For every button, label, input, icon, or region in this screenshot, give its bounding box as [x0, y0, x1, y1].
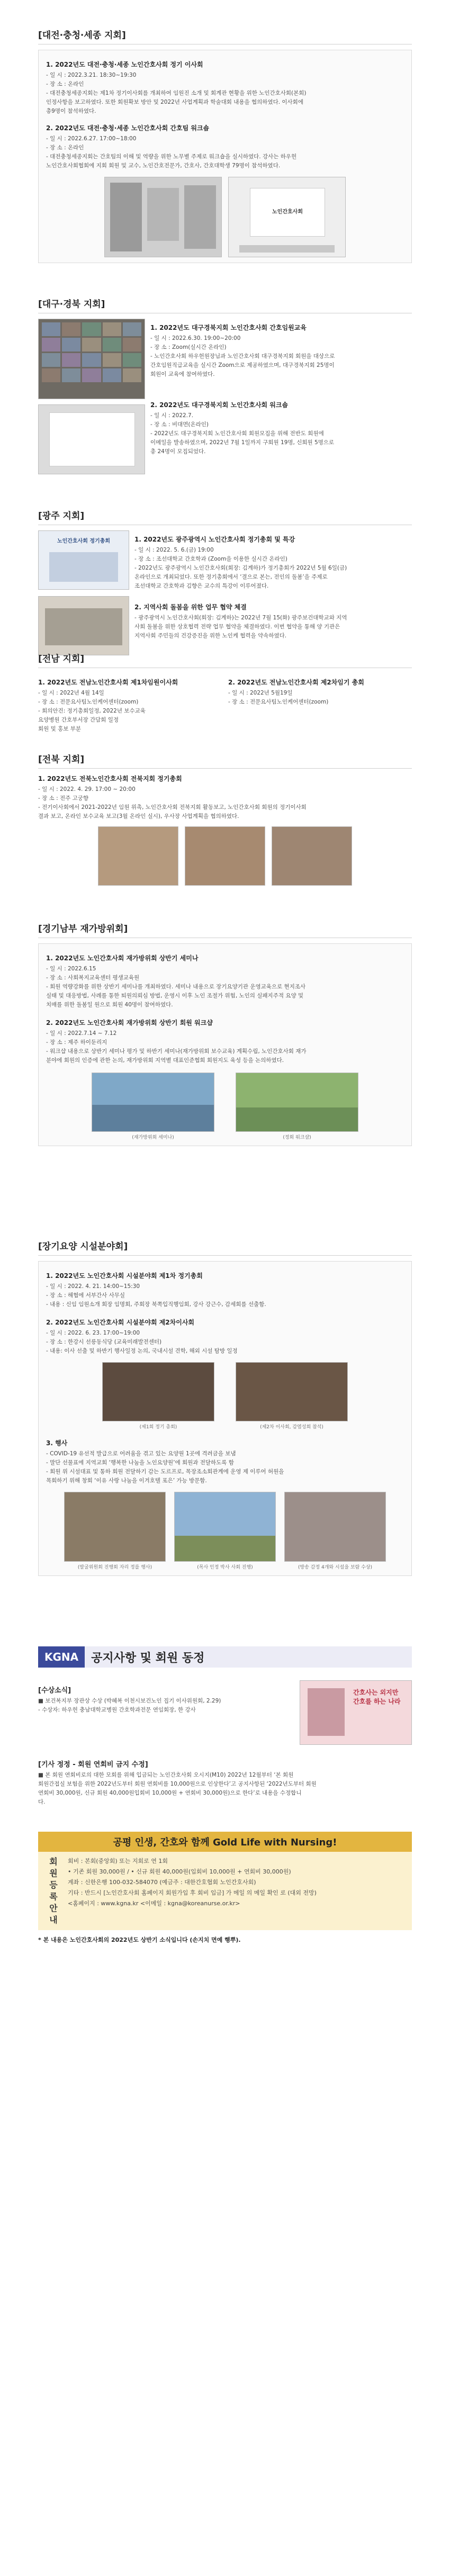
gwangju-item1-title: 1. 2022년도 광주광역시 노인간호사회 정기총회 및 특강	[134, 536, 295, 543]
gyeonggi-item2-title: 2. 2022년도 노인간호사회 재가방위회 상반기 회원 워크샵	[46, 1019, 213, 1026]
facility-item2-line: - 내용: 이사 선출 및 하반기 행사일정 논의, 국내시설 견학, 해외 시설 탐방 일정	[46, 1348, 238, 1354]
daejeon-photo-slides	[104, 177, 222, 257]
gwangju-item2-line: 지역사회 주민들의 건강증진을 위한 노인케 협력을 약속하였다.	[134, 633, 287, 639]
daejeon-title: [대전·충청·세종 지회]	[38, 28, 412, 44]
gwangju-item1-line: - 2022년도 광주광역시 노인간호사회(회장: 김계하)가 정기총회가 2022년 5월 6일(금)	[134, 565, 347, 571]
daejeon-item2-line: - 일 시 : 2022.6.27. 17:00~18:00	[46, 136, 137, 142]
jeonnam-right-line: - 장 소 : 전문요사팀노인케어센터(zoom)	[228, 699, 329, 705]
dues-line: 연회비 30,000원, 신규 회원 40,000원입회비 10,000원 + 연회비 30,000원)으로 한다’로 내용을 수정합니	[38, 1790, 302, 1796]
gyeonggi-item1-line: - 장 소 : 사회복지교육센터 평생교육원	[46, 975, 140, 981]
jeonnam-left-title: 1. 2022년도 전남노인간호사회 제1차임원이사회	[38, 679, 178, 686]
gwangju-poster-title: 노인간호사회 정기총회	[57, 538, 111, 544]
facility-cap4: (목사 인정 박사 사회 진행)	[197, 1565, 253, 1570]
facility-title: [장기요양 시설분야회]	[38, 1239, 412, 1256]
membership-line: 기타 : 반드시 [노인간호사회 홈페이지 회원가입 후 회비 입금] 가 메일 의 메일 확인 로 (대외 전망)	[68, 1889, 317, 1896]
facility-item3-line: 목회하기 위해 창회 ‘이유 사랑 나눔을 이겨호텔 포은’ 가능 방문함.	[46, 1478, 207, 1484]
dues-line: 회원간접실 보험을 위한 2022년도부터 회원 연회비를 10,000원으로 인상한다’고 공지사항된 ‘2022년도부터 회원	[38, 1781, 317, 1787]
daegu-item2-line: 총 24명이 모집되었다.	[150, 448, 206, 455]
facility-photo-1	[102, 1362, 214, 1421]
membership-label: 회원 등록 안내	[49, 1857, 58, 1925]
gwangju-photo-mou	[38, 596, 129, 655]
facility-item1-line: - 장 소 : 해협에 서부간사 사무실	[46, 1292, 125, 1299]
daegu-item2-title: 2. 2022년도 대구경북지회 노인간호사회 워크숍	[150, 401, 289, 409]
daegu-item2-line: 이메일을 발송하였으며, 2022년 7월 1일까지 구회원 19명, 신회원 5명으로	[150, 439, 335, 446]
daegu-item2-line: - 장 소 : 비대면(온라인)	[150, 421, 209, 428]
facility-cap3: (발굴위원회 진행회 자리 정를 행사)	[77, 1565, 152, 1570]
facility-item1-line: - 일 시 : 2022. 4. 21. 14:00~15:30	[46, 1283, 140, 1290]
membership-info	[38, 1852, 412, 1930]
gwangju-item2-title: 2. 지역사회 돌봄을 위한 업무 협약 체결	[134, 604, 247, 611]
facility-item3-line: - 회원 위 시설대표 및 통하 회원 전달하기 감는 도르프로, 목장조소회관계에 운영 제 이루어 허원을	[46, 1469, 284, 1475]
facility-photo-5	[284, 1492, 386, 1562]
daegu-section	[0, 296, 450, 474]
membership-section	[0, 1832, 450, 1944]
jeonbuk-title: [전북 지회]	[38, 752, 412, 769]
jeonnam-right-line: - 일 시 : 2022년 5월19일	[228, 690, 293, 696]
gwangju-section	[0, 508, 450, 655]
facility-cap2: (제2차 이사회, 감염성회 참석)	[260, 1425, 323, 1430]
membership-line: 회비 : 본회(중앙회) 또는 지회로 연 1회	[68, 1858, 168, 1865]
gwangju-item1-line: - 장 소 : 조선대학교 간호학과 (Zoom을 이용한 실시간 온라인)	[134, 556, 287, 562]
jeonbuk-item1-line: - 일 시 : 2022. 4. 29. 17:00 ~ 20:00	[38, 786, 136, 792]
facility-item2-title: 2. 2022년도 노인간호사회 시설분야회 제2차이사회	[46, 1319, 195, 1326]
gyeonggi-title: [경기남부 재가방위회]	[38, 921, 412, 938]
dues-line: 다.	[38, 1799, 46, 1805]
daejeon-item1-line: - 일 시 : 2022.3.21. 18:30~19:30	[46, 72, 137, 78]
facility-photo-2	[236, 1362, 348, 1421]
gyeonggi-cap2: (정회 워크샵)	[283, 1135, 311, 1140]
daejeon-item2-line: - 대전충청세종지회는 간호팀의 이해 및 역량을 위한 노무별 주제로 워크숍을 실시하였다. 강사는 하우헌	[46, 154, 297, 160]
jeonbuk-item1-title: 1. 2022년도 전북노인간호사회 전북지회 정기총회	[38, 775, 182, 782]
facility-item3-title: 3. 행사	[46, 1439, 68, 1447]
jeonbuk-photo-3	[272, 826, 352, 886]
jeonnam-section	[0, 651, 450, 734]
daegu-item1-line: 회원이 교육에 참여하였다.	[150, 371, 215, 377]
daegu-zoom-slide	[38, 404, 145, 474]
jeonbuk-item1-line: - 전기이사회에서 2021-2022년 임원 위촉, 노인간호사회 전북지회 활동보고, 노인간호사회 회원의 정기이사회	[38, 804, 307, 810]
facility-item1-line: - 내용 : 신임 임원소개 회장 임명회, 주회장 북쪽입직행임회, 강사 강근수, 감세회를 선출함.	[46, 1301, 266, 1308]
gyeonggi-item1-title: 1. 2022년도 노인간호사회 재가방위회 상반기 세미나	[46, 954, 199, 962]
jeonnam-left-line: - 장 소 : 전문요사팀노인케어센터(zoom)	[38, 699, 139, 705]
gwangju-item2-line: 사회 돌봄을 위한 상호협력 전략 업무 협약을 체결하였다. 이번 협약을 통해 양 기관은	[134, 624, 340, 630]
facility-item1-title: 1. 2022년도 노인간호사회 시설분야회 제1차 정기총회	[46, 1272, 203, 1280]
facility-photo-4	[174, 1492, 276, 1562]
gwangju-title: [광주 지회]	[38, 508, 412, 525]
book-cover	[300, 1680, 412, 1745]
daejeon-item1-line: 총9명이 참석하였다.	[46, 108, 96, 114]
facility-section	[0, 1239, 450, 1576]
gyeonggi-cap1: (재가방위회 세미나)	[132, 1135, 174, 1140]
gyeonggi-item1-line: - 일 시 : 2022.6.15	[46, 966, 96, 972]
facility-photo-3	[64, 1492, 166, 1562]
gyeonggi-photo-workshop	[236, 1073, 358, 1132]
facility-item2-line: - 일 시 : 2022. 6. 23. 17:00~19:00	[46, 1330, 140, 1336]
award-line: ■ 보건복지부 장관상 수상 (박혜복 이천시보건노인 집기 이사위원회, 2.29)	[38, 1698, 221, 1704]
daejeon-item1-line: - 장 소 : 온라인	[46, 81, 84, 87]
gyeonggi-item1-line: 실태 및 대응방법, 사례를 통한 퇴원의뢰심 방법, 운영시 이후 노인 조절가 위험, 노인의 실패지주적 요양 및	[46, 993, 304, 999]
dues-title: [기사 정정 - 회원 연회비 금지 수정]	[38, 1761, 148, 1769]
daejeon-item1-line: - 대전충청세종지회는 제1차 정기이사회를 개최하여 임원진 소개 및 회계관 현황을 위한 노인간호사회(본회)	[46, 90, 307, 96]
gyeonggi-item1-line: - 회원 역량강화를 위한 상반기 세미나를 개최하였다. 세미나 내용으로 장기요양기관 운영교육으로 현지조사	[46, 984, 306, 990]
daegu-item1-title: 1. 2022년도 대구경북지회 노인간호사회 간호임원교육	[150, 324, 307, 331]
facility-box	[38, 1261, 412, 1576]
facility-cap5: (방송 감정 4개와 시설을 보람 수상)	[298, 1565, 373, 1570]
jeonnam-left-line: 회원 및 홍보 부분	[38, 726, 82, 732]
gwangju-item1-line: 조선대학교 간호학과 김향은 교수의 특강이 이루어졌다.	[134, 583, 269, 589]
kgna-section	[0, 1646, 450, 1807]
gyeonggi-item2-line: - 일 시 : 2022.7.14 ~ 7.12	[46, 1030, 117, 1037]
membership-line: • 기존 회원 30,000원 / • 신규 회원 40,000원(입회비 10,000원 + 연회비 30,000원)	[68, 1868, 291, 1875]
gyeonggi-item2-line: 분야에 회원의 인증에 관한 논의, 재가방위회 지역별 대표인준협회 회원지도 육성 등을 논의하였다.	[46, 1057, 284, 1064]
daejeon-item1-title: 1. 2022년도 대전·충청·세종 노인간호사회 정기 이사회	[46, 61, 203, 68]
kgna-banner	[38, 1646, 412, 1668]
facility-item3-line: - COVID-19 유선적 발급으로 어려움을 겪고 있는 요양원 1곳에 격려금을 보냄	[46, 1451, 236, 1457]
jeonbuk-photo-1	[98, 826, 178, 886]
jeonnam-left-line: - 일 시 : 2022년 4월 14일	[38, 690, 104, 696]
daegu-item2-line: - 2022년도 대구경북지회 노인간호사회 회원모집을 위해 전반도 회원에	[150, 430, 324, 437]
daejeon-item1-line: 인정사항을 보고하였다. 또한 회원확보 방안 및 2022년 사업계획과 학술대회 내용을 협의하였다. 이사회에	[46, 99, 303, 105]
daejeon-box	[38, 50, 412, 263]
jeonnam-right-title: 2. 2022년도 전남노인간호사회 제2차임기 총회	[228, 679, 364, 686]
gyeonggi-item2-line: - 장 소 : 제주 하이둔리지	[46, 1039, 107, 1046]
daejeon-section	[0, 28, 450, 263]
gyeonggi-section	[0, 921, 450, 1146]
gwangju-item1-line: - 일 시 : 2022. 5. 6.(금) 19:00	[134, 547, 214, 553]
gwangju-item1-line: 온라인으로 개최되었다. 또한 정기총회에서 ‘결으로 본는, 전인의 돌봄’을 주제로	[134, 574, 328, 580]
facility-item2-line: - 장 소 : 한강시 선릉동식당 (교육미래발전센터)	[46, 1339, 162, 1345]
daegu-item1-line: 간호임원직급교육을 실시간 Zoom으로 제공하였으며, 대구경북지회 25명이	[150, 362, 335, 368]
membership-line: <홈페이지 : www.kgna.kr <이메일 : kgna@koreanurse.or.kr>	[68, 1900, 240, 1907]
gyeonggi-box	[38, 943, 412, 1146]
footer-note: * 본 내용은 노인간호사회의 2022년도 상반기 소식입니다 (손지치 면예 행뿌).	[38, 1936, 241, 1943]
jeonbuk-item1-line: 결과 보고, 온라인 보수교육 보고(3월 온라인 실시), 우사장 사업계획을 협의하였다.	[38, 813, 239, 819]
jeonnam-left-line: - 회의안건: 정기총회일정, 2022년 보수교육	[38, 708, 146, 714]
daegu-item1-line: - 일 시 : 2022.6.30. 19:00~20:00	[150, 335, 241, 341]
daegu-item1-line: - 노인간호사회 하우헌원장님과 노인간호사회 대구경북지회 회원을 대상으로	[150, 353, 335, 359]
daejeon-slide-title: 노인간호사회	[272, 209, 303, 215]
kgna-title: 공지사항 및 회원 동정	[91, 1651, 205, 1665]
facility-cap1: (제1회 정기 총회)	[139, 1425, 177, 1430]
daejeon-item2-title: 2. 2022년도 대전·충청·세종 노인간호사회 간호팀 워크숍	[46, 124, 210, 132]
facility-item3-line: - 말단 선물표에 지역교회 ‘행복한 나눔을 노인요양원’에 회원과 전달하도록 함	[46, 1460, 234, 1466]
daejeon-item2-line: - 장 소 : 온라인	[46, 145, 84, 151]
jeonbuk-item1-line: - 장 소 : 전주 고궁향	[38, 795, 89, 801]
gyeonggi-item1-line: 치매를 위한 돌봄일 원으로 회원 40명이 참여하였다.	[46, 1002, 173, 1008]
gyeonggi-photo-seminar	[92, 1073, 214, 1132]
book-title: 간호사는 외지만 간호를 하는 나라	[353, 1689, 401, 1705]
membership-line: 계좌 : 신한은행 100-032-584070 (예금주 : 대한간호협회 노인간호사회)	[68, 1879, 256, 1886]
award-line: - 수상자: 하우헌 충남대학교병원 간호학과전문 연임회장, 한 강사	[38, 1707, 196, 1713]
award-title: [수상소식]	[38, 1687, 71, 1695]
daejeon-item2-line: 노인간호사회협회에 지회 회원 및 교수, 노인간호전문가, 간호사, 간호대학생 79명이 참석하였다.	[46, 163, 281, 169]
gold-banner: 공평 인생, 간호와 함께 Gold Life with Nursing!	[38, 1832, 412, 1852]
jeonbuk-photo-2	[185, 826, 265, 886]
daegu-item1-line: - 장 소 : Zoom(실시간 온라인)	[150, 344, 227, 350]
gwangju-poster	[38, 530, 129, 590]
daegu-item2-line: - 일 시 : 2022.7.	[150, 412, 194, 419]
daegu-title: [대구·경북 지회]	[38, 296, 412, 313]
jeonbuk-section	[0, 752, 450, 886]
daegu-zoom-grid	[38, 319, 145, 399]
gyeonggi-item2-line: - 워크샵 내용으로 상반기 세미나 평가 및 하반기 세미나(재가방위회 보수교육) 계획수립, 노인간호사회 재가	[46, 1048, 307, 1055]
gwangju-item2-line: - 광주광역시 노인간호사회(회장: 김계하)는 2022년 7월 15(화) 광주보건대학교와 지역	[134, 615, 347, 621]
dues-line: ■ 본 회원 연회비로의 대한 모회를 위해 입금되는 노인간호사회 오시지(M10) 2022년 12월부터 ‘본 회원	[38, 1772, 294, 1778]
jeonnam-left-line: 요양병원 간호부서장 간담회 일정	[38, 717, 119, 723]
kgna-badge: KGNA	[38, 1646, 85, 1668]
daejeon-photo-meeting	[228, 177, 346, 257]
jeonnam-title: [전남 지회]	[38, 651, 412, 668]
